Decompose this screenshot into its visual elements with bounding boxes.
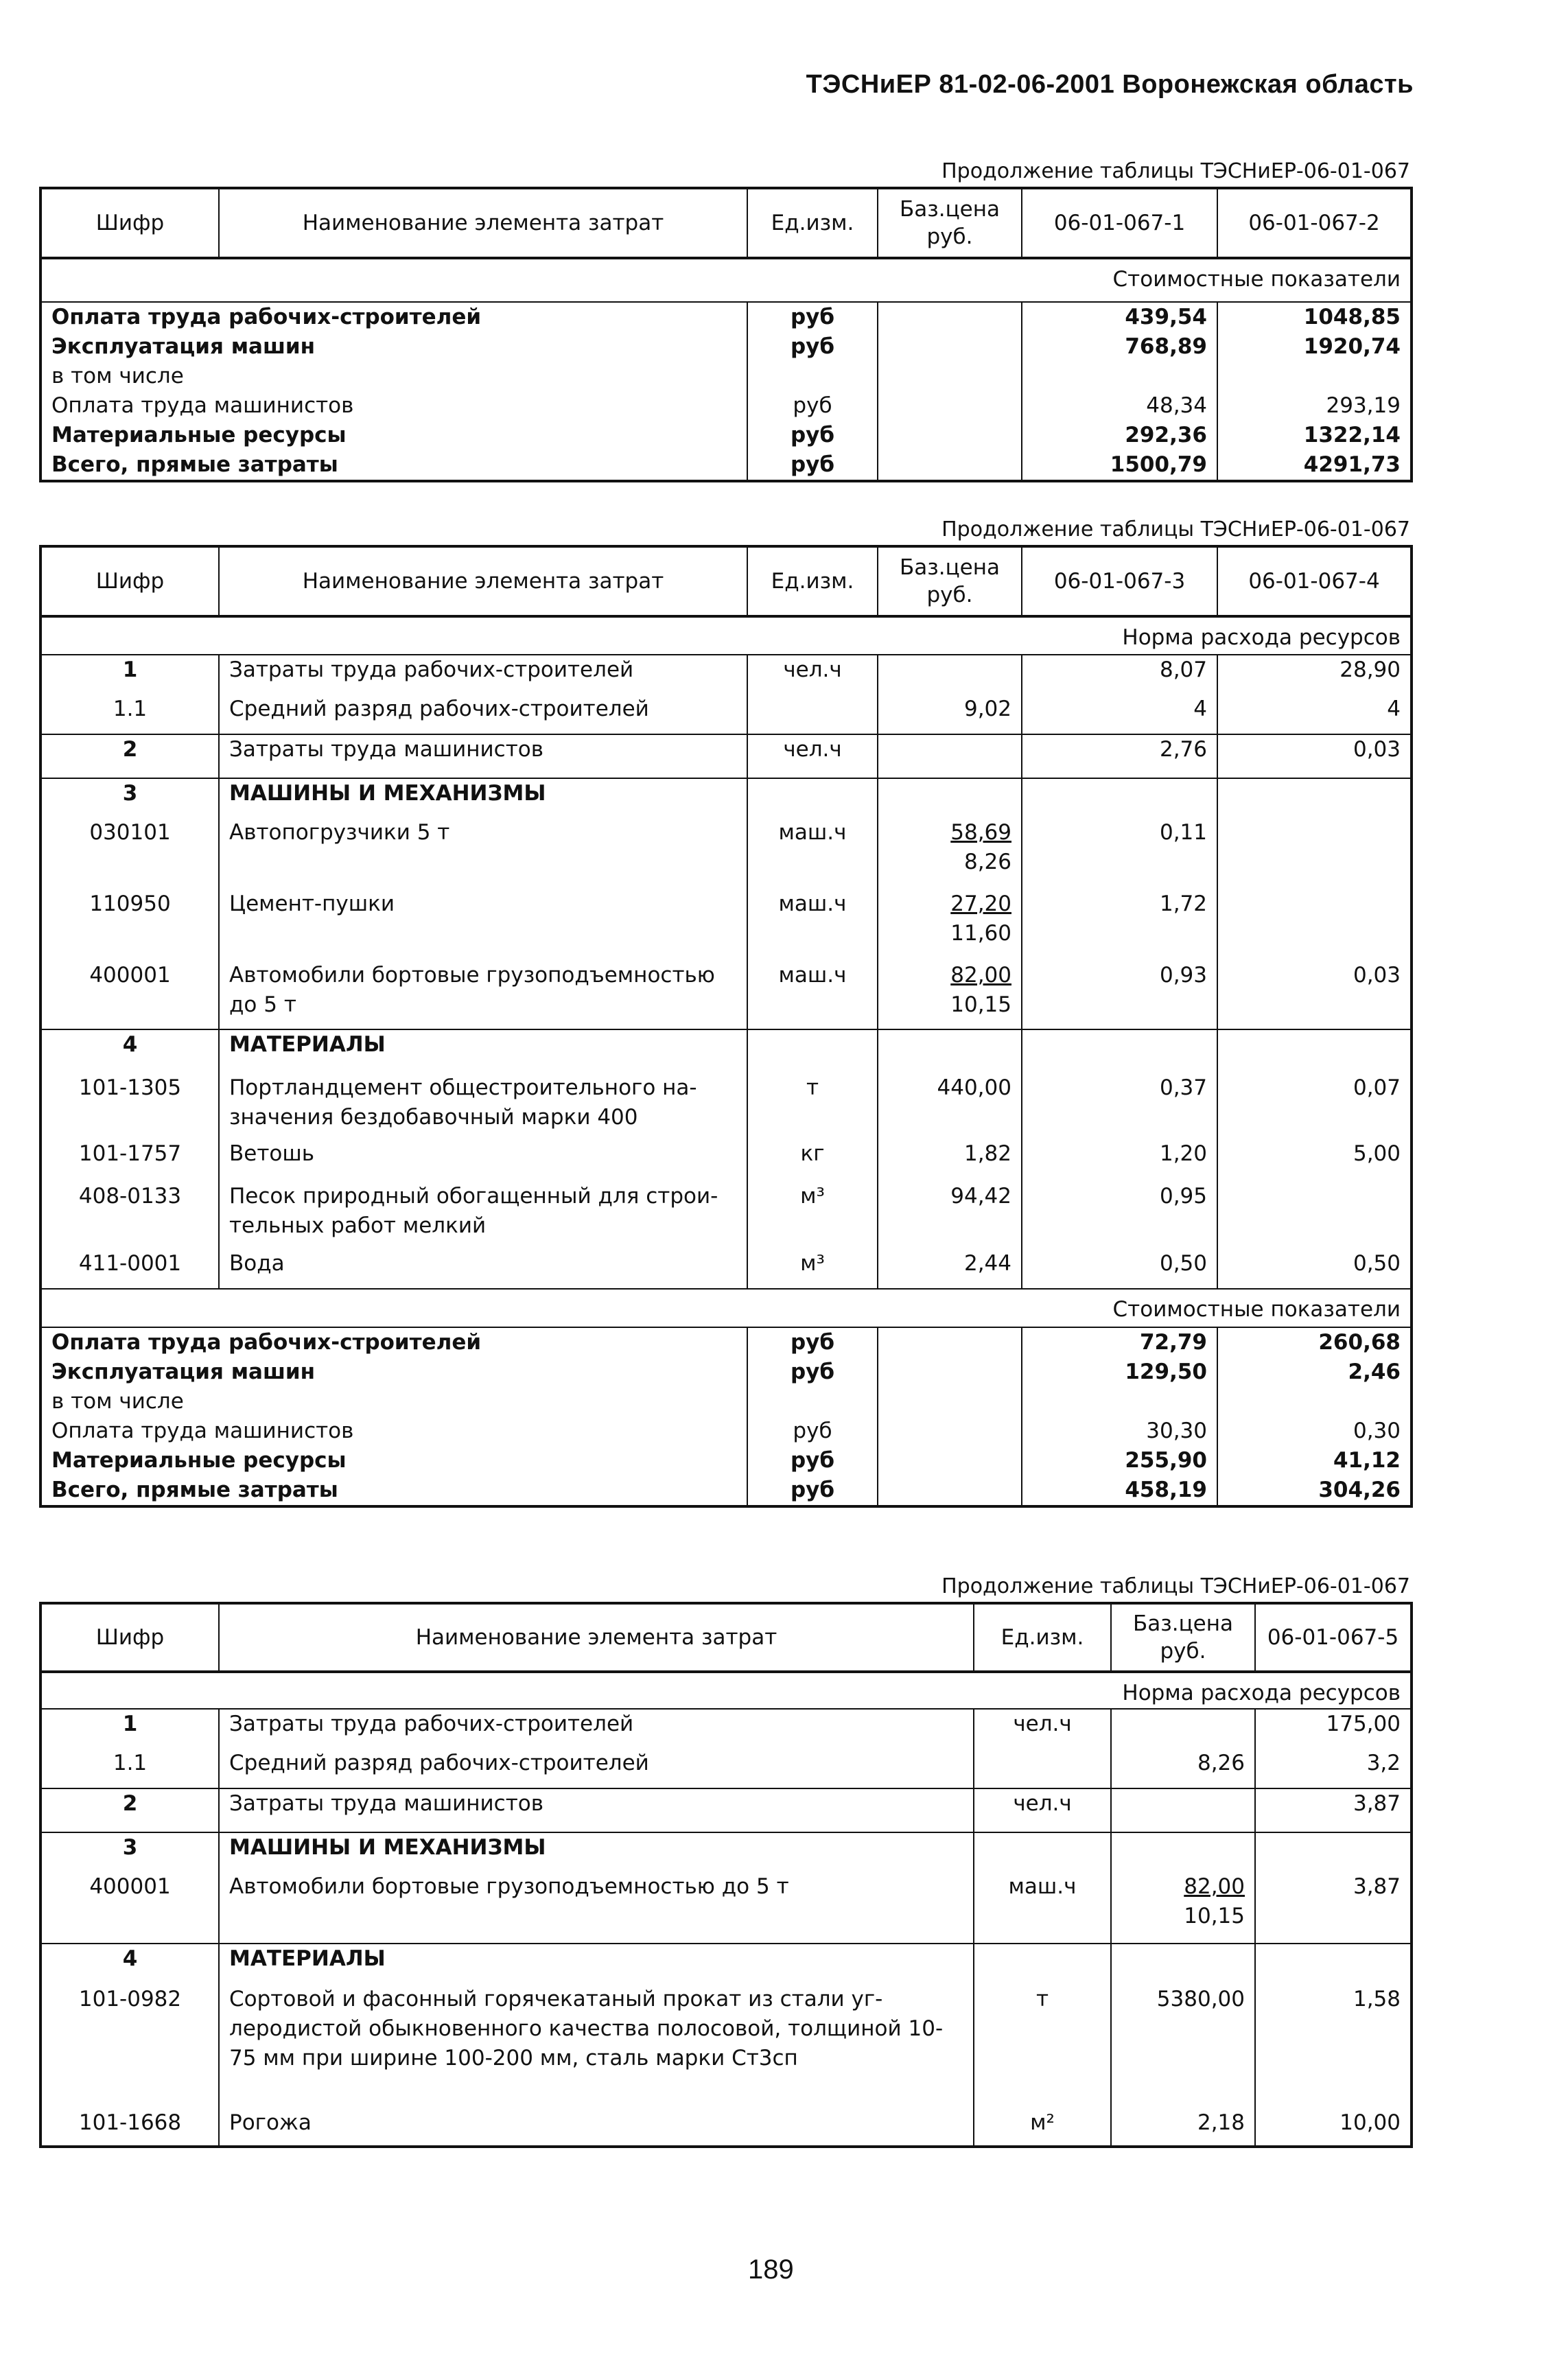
table-row: 030101 Автопогрузчики 5 т маш.ч 58,69 8,26 0,11 (40, 818, 1412, 889)
table-row: в том числе (40, 1387, 1412, 1416)
continuation-caption: Продолжение таблицы ТЭСНиЕР-06-01-067 (941, 1574, 1410, 1598)
document-title: ТЭСНиЕР 81-02-06-2001 Воронежская область (806, 70, 1414, 99)
table-row: Материальные ресурсы руб 255,90 41,12 (40, 1446, 1412, 1476)
continuation-caption: Продолжение таблицы ТЭСНиЕР-06-01-067 (941, 159, 1410, 183)
table-header-row (40, 188, 1412, 258)
table-header-row: Шифр Наименование элемента затрат Ед.изм. Баз.цена руб. 06-01-067-5 (40, 1603, 1412, 1672)
table-row: 101-1757 Ветошь кг 1,82 1,20 5,00 (40, 1139, 1412, 1182)
table-row: 2 Затраты труда машинистов чел.ч 3,87 (40, 1788, 1412, 1832)
col-header-code-4: 06-01-067-4 (1217, 546, 1412, 616)
table-row: 400001 Автомобили бортовые грузоподъемностью до 5 т маш.ч 82,00 10,15 3,87 (40, 1872, 1412, 1944)
col-header-price: Баз.цена руб. (878, 188, 1022, 258)
table-row: 101-1305 Портландцемент общестроительного на-значения бездобавочный марки 400 т 440,00 0,37 0,07 (40, 1073, 1412, 1139)
band-row: Норма расхода ресурсов (40, 1672, 1412, 1709)
continuation-caption: Продолжение таблицы ТЭСНиЕР-06-01-067 (941, 517, 1410, 541)
resource-table (39, 1602, 1413, 2148)
col-header-name: Наименование элемента затрат (219, 188, 747, 258)
table-row: Эксплуатация машин руб 768,89 1920,74 (40, 332, 1412, 362)
table-header-row: Шифр Наименование элемента затрат Ед.изм. Баз.цена руб. 06-01-067-3 06-01-067-4 (40, 546, 1412, 616)
table-row: 1 Затраты труда рабочих-строителей чел.ч 175,00 (40, 1709, 1412, 1749)
col-header-code-1: 06-01-067-1 (1022, 188, 1217, 258)
table-row: Оплата труда рабочих-строителей руб 72,79 260,68 (40, 1327, 1412, 1357)
col-header-code: Шифр (40, 188, 219, 258)
table-row: 1.1 Средний разряд рабочих-строителей 8,26 3,2 (40, 1749, 1412, 1788)
table-row: 411-0001 Вода м³ 2,44 0,50 0,50 (40, 1249, 1412, 1289)
resource-table (39, 545, 1413, 1508)
band-row: Стоимостные показатели (40, 1289, 1412, 1327)
table-row: 400001 Автомобили бортовые грузоподъемностью до 5 т маш.ч 82,00 10,15 0,93 0,03 (40, 961, 1412, 1029)
col-header-code-2: 06-01-067-2 (1217, 188, 1412, 258)
table-row: Всего, прямые затраты руб 1500,79 4291,73 (40, 450, 1412, 481)
table-row: 4 МАТЕРИАЛЫ (40, 1944, 1412, 1985)
table-row: Оплата труда машинистов руб 30,30 0,30 (40, 1416, 1412, 1446)
table-row: 110950 Цемент-пушки маш.ч 27,20 11,60 1,72 (40, 889, 1412, 961)
band-label: Стоимостные показатели (40, 258, 1412, 302)
table-row: Материальные ресурсы руб 292,36 1322,14 (40, 421, 1412, 450)
table-row: 3 МАШИНЫ И МЕХАНИЗМЫ (40, 1832, 1412, 1872)
band-row (40, 258, 1412, 302)
table-row: 1 Затраты труда рабочих-строителей чел.ч 8,07 28,90 (40, 655, 1412, 695)
table-row: Оплата труда рабочих-строителей руб 439,54 1048,85 (40, 302, 1412, 332)
table-row: 2 Затраты труда машинистов чел.ч 2,76 0,03 (40, 734, 1412, 778)
cost-table (39, 187, 1413, 482)
table-row: 3 МАШИНЫ И МЕХАНИЗМЫ (40, 778, 1412, 818)
table-row: 4 МАТЕРИАЛЫ (40, 1029, 1412, 1073)
table-row: 101-0982 Сортовой и фасонный горячекатаный прокат из стали уг-леродистой обыкновенного качества полосовой, толщиной 10-75 мм при ширине 100-200 мм, сталь марки Ст3сп т 5380,00 1,58 (40, 1985, 1412, 2108)
table-row: в том числе (40, 362, 1412, 391)
band-row: Норма расхода ресурсов (40, 616, 1412, 655)
col-header-code-3: 06-01-067-3 (1022, 546, 1217, 616)
col-header-code-5: 06-01-067-5 (1255, 1603, 1412, 1672)
table-row: Всего, прямые затраты руб 458,19 304,26 (40, 1476, 1412, 1506)
table-row: 1.1 Средний разряд рабочих-строителей 9,02 4 4 (40, 695, 1412, 734)
table-row: Эксплуатация машин руб 129,50 2,46 (40, 1357, 1412, 1387)
table-row: Оплата труда машинистов руб 48,34 293,19 (40, 391, 1412, 421)
table-row: 101-1668 Рогожа м² 2,18 10,00 (40, 2108, 1412, 2147)
page-number: 189 (748, 2254, 794, 2285)
table-row: 408-0133 Песок природный обогащенный для строи-тельных работ мелкий м³ 94,42 0,95 (40, 1182, 1412, 1249)
col-header-unit: Ед.изм. (747, 188, 878, 258)
